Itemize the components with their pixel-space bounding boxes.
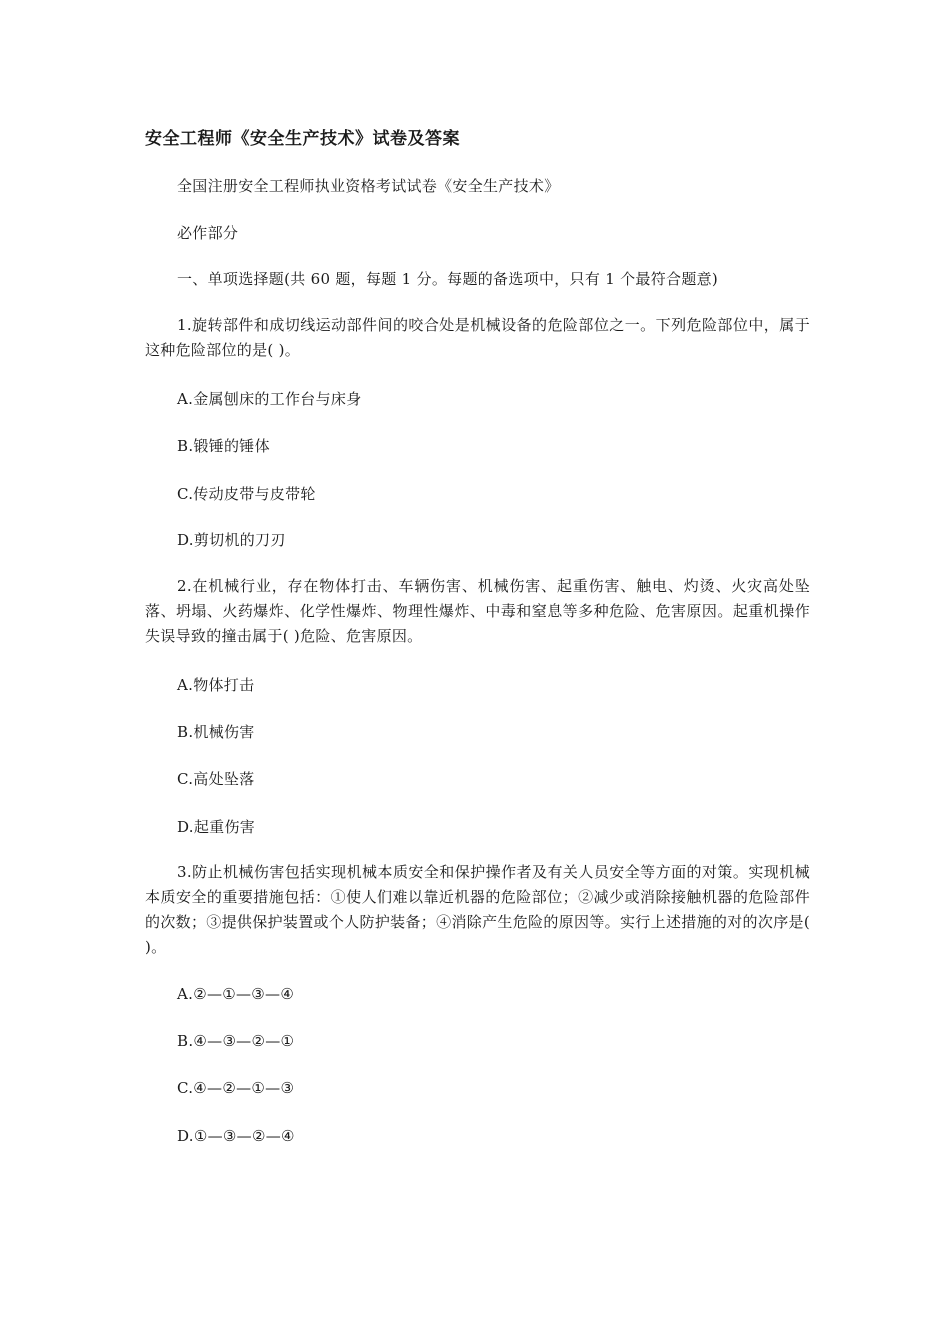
question-1-option-c: C.传动皮带与皮带轮 [177, 485, 316, 503]
question-1-option-a: A.金属刨床的工作台与床身 [177, 390, 362, 408]
question-3-option-a: A.②—①—③—④ [177, 985, 295, 1003]
question-3-option-d: D.①—③—②—④ [177, 1127, 295, 1145]
question-2-option-b: B.机械伤害 [177, 723, 255, 741]
question-1-option-b: B.锻锤的锤体 [177, 437, 270, 455]
question-2-option-d: D.起重伤害 [177, 818, 256, 836]
section-heading: 一、单项选择题(共 60 题，每题 1 分。每题的备选项中，只有 1 个最符合题意) [177, 270, 719, 288]
question-2-option-a: A.物体打击 [177, 676, 255, 694]
question-1-option-d: D.剪切机的刀刃 [177, 531, 286, 549]
part-heading: 必作部分 [177, 224, 239, 242]
question-2-option-c: C.高处坠落 [177, 770, 255, 788]
document-title: 安全工程师《安全生产技术》试卷及答案 [145, 129, 460, 149]
question-3-stem: 3.防止机械伤害包括实现机械本质安全和保护操作者及有关人员安全等方面的对策。实现机械本质安全的重要措施包括：①使人们难以靠近机器的危险部位；②减少或消除接触机器的危险部件的次数；③提供保护装置或个人防护装备；④消除产生危险的原因等。实行上述措施的对的次序是( )。 [145, 863, 810, 956]
question-2-stem: 2.在机械行业，存在物体打击、车辆伤害、机械伤害、起重伤害、触电、灼烫、火灾高处坠落、坍塌、火药爆炸、化学性爆炸、物理性爆炸、中毒和窒息等多种危险、危害原因。起重机操作失误导致的撞击属于( )危险、危害原因。 [145, 577, 810, 645]
question-1-stem: 1.旋转部件和成切线运动部件间的咬合处是机械设备的危险部位之一。下列危险部位中，属于这种危险部位的是( )。 [145, 316, 810, 359]
question-3-option-c: C.④—②—①—③ [177, 1079, 295, 1097]
question-3-option-b: B.④—③—②—① [177, 1032, 295, 1050]
exam-subtitle: 全国注册安全工程师执业资格考试试卷《安全生产技术》 [177, 177, 560, 195]
